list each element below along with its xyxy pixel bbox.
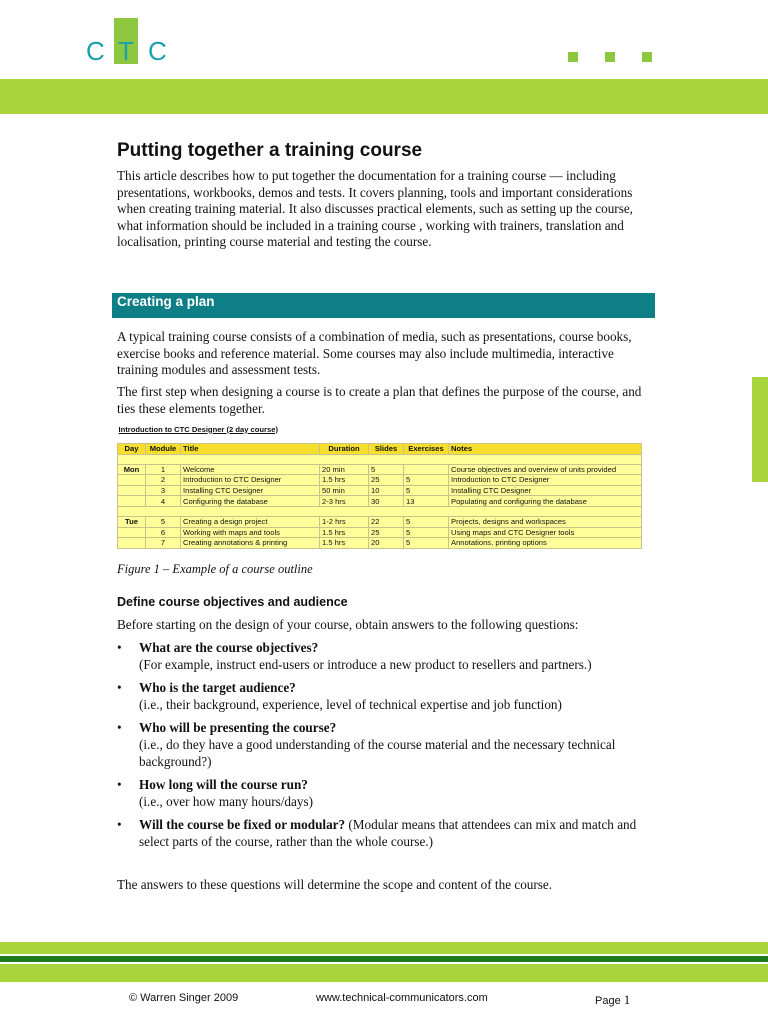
side-tab xyxy=(752,377,768,482)
section-heading: Creating a plan xyxy=(117,294,215,309)
table-cell: Installing CTC Designer xyxy=(181,485,320,496)
table-cell: Course objectives and overview of units provided xyxy=(449,464,642,475)
column-header: Notes xyxy=(449,444,642,455)
table-cell: 7 xyxy=(146,538,181,549)
table-cell: 5 xyxy=(146,516,181,527)
day-cell xyxy=(118,475,146,486)
table-cell: 50 min xyxy=(320,485,369,496)
column-header: Module xyxy=(146,444,181,455)
table-cell: 25 xyxy=(369,527,404,538)
table-cell: Annotations, printing options xyxy=(449,538,642,549)
question: Who is the target audience? xyxy=(139,680,296,696)
paragraph: The first step when designing a course is to create a plan that defines the purpose of the course, and ties these elements together. xyxy=(117,384,642,416)
list-item xyxy=(117,640,657,673)
subheading: Define course objectives and audience xyxy=(117,595,348,609)
day-cell: Mon xyxy=(118,464,146,475)
bullet: • xyxy=(117,640,122,655)
question-detail: (i.e., their background, experience, level of technical expertise and job function) xyxy=(139,696,562,712)
logo-letter-c1: C xyxy=(86,36,105,66)
column-header: Day xyxy=(118,444,146,455)
table-cell: 2 xyxy=(146,475,181,486)
footer-page xyxy=(595,992,630,1008)
table-cell: 1-2 hrs xyxy=(320,516,369,527)
footer-url[interactable]: www.technical-communicators.com xyxy=(316,992,488,1004)
ctc-logo xyxy=(82,18,182,68)
table-cell: 13 xyxy=(404,496,449,507)
table-caption: Introduction to CTC Designer (2 day course) xyxy=(118,423,642,435)
question: Will the course be fixed or modular? xyxy=(139,817,346,833)
page-number: 1 xyxy=(623,992,631,1007)
table-cell: 3 xyxy=(146,485,181,496)
question: What are the course objectives? xyxy=(139,640,319,655)
list-item xyxy=(117,720,657,770)
table-row xyxy=(118,475,642,486)
day-cell xyxy=(118,496,146,507)
table-cell: 5 xyxy=(404,485,449,496)
table-header-row xyxy=(118,444,642,455)
table-row xyxy=(118,464,642,475)
question-detail: (Modular means that attendees can mix and match and select parts of the course, rather than the whole course.) xyxy=(139,817,637,849)
table-spacer xyxy=(118,435,642,444)
paragraph: Before starting on the design of your course, obtain answers to the following questions: xyxy=(117,617,579,632)
table-cell: 22 xyxy=(369,516,404,527)
footer-stripe xyxy=(0,956,768,962)
day-cell xyxy=(118,485,146,496)
column-header: Slides xyxy=(369,444,404,455)
table-cell: Configuring the database xyxy=(181,496,320,507)
table-cell: 4 xyxy=(146,496,181,507)
intro-paragraph: This article describes how to put together the documentation for a training course — including presentations, workbooks, demos and tests. It covers planning, tools and important considerations when creating training material. It also discusses practical elements, such as setting up the course, what information should be included in a training course , working with trainers, translation and localisation, printing course material and testing the course. xyxy=(117,168,633,250)
table-row xyxy=(118,516,642,527)
table-cell: Projects, designs and workspaces xyxy=(449,516,642,527)
question-detail: (i.e., over how many hours/days) xyxy=(139,793,313,809)
column-header: Exercises xyxy=(404,444,449,455)
bullet: • xyxy=(117,777,122,793)
table-cell: 5 xyxy=(404,475,449,486)
table-cell: 5 xyxy=(404,538,449,549)
table-row xyxy=(118,527,642,538)
table-cell: Installing CTC Designer xyxy=(449,485,642,496)
footer-copyright: © Warren Singer 2009 xyxy=(129,992,239,1004)
list-item xyxy=(117,680,657,713)
question: How long will the course run? xyxy=(139,777,308,793)
table-cell: 10 xyxy=(369,485,404,496)
table-cell: Using maps and CTC Designer tools xyxy=(449,527,642,538)
footer-band xyxy=(0,942,768,954)
bullet: • xyxy=(117,720,122,736)
table-cell: 30 xyxy=(369,496,404,507)
day-cell xyxy=(118,538,146,549)
course-outline-table xyxy=(117,423,642,549)
day-cell: Tue xyxy=(118,516,146,527)
table-cell: 20 min xyxy=(320,464,369,475)
table-cell: 1 xyxy=(146,464,181,475)
table-cell: 6 xyxy=(146,527,181,538)
footer-band xyxy=(0,964,768,982)
table-cell: Introduction to CTC Designer xyxy=(449,475,642,486)
table-cell xyxy=(404,464,449,475)
table-cell: 1.5 hrs xyxy=(320,538,369,549)
column-header: Duration xyxy=(320,444,369,455)
table-cell: Introduction to CTC Designer xyxy=(181,475,320,486)
section-heading-bar xyxy=(112,293,655,318)
logo-letter-c2: C xyxy=(148,36,167,66)
header-band xyxy=(0,79,768,114)
table-cell: 5 xyxy=(404,516,449,527)
table-spacer xyxy=(118,454,642,464)
table-row xyxy=(118,485,642,496)
question-detail: (For example, instruct end-users or introduce a new product to resellers and partners.) xyxy=(139,656,592,672)
decor-square xyxy=(642,52,652,62)
logo-letter-t: T xyxy=(118,36,134,66)
table-spacer xyxy=(118,506,642,516)
table-cell: 5 xyxy=(404,527,449,538)
question-detail: (i.e., do they have a good understanding of the course material and the necessary technical background?) xyxy=(139,736,616,769)
list-item xyxy=(117,777,657,810)
table-cell: Creating annotations & printing xyxy=(181,538,320,549)
page-title: Putting together a training course xyxy=(117,140,423,161)
day-cell xyxy=(118,527,146,538)
table-cell: 1.5 hrs xyxy=(320,527,369,538)
column-header: Title xyxy=(181,444,320,455)
bullet: • xyxy=(117,817,122,833)
list-item xyxy=(117,817,657,850)
table-cell: Welcome xyxy=(181,464,320,475)
paragraph: The answers to these questions will determine the scope and content of the course. xyxy=(117,877,553,892)
table-cell: 25 xyxy=(369,475,404,486)
table-row xyxy=(118,538,642,549)
bullet: • xyxy=(117,680,122,696)
table-cell: Working with maps and tools xyxy=(181,527,320,538)
table-cell: Populating and configuring the database xyxy=(449,496,642,507)
table-cell: Creating a design project xyxy=(181,516,320,527)
figure-caption: Figure 1 – Example of a course outline xyxy=(117,562,313,576)
table-cell: 5 xyxy=(369,464,404,475)
table-cell: 1.5 hrs xyxy=(320,475,369,486)
decor-square xyxy=(568,52,578,62)
paragraph: A typical training course consists of a combination of media, such as presentations, course books, exercise books and reference material. Some courses may also include multimedia, interactive training modules and assessment tests. xyxy=(117,329,632,378)
page-label: Page xyxy=(595,995,621,1007)
table-cell: 2-3 hrs xyxy=(320,496,369,507)
decor-square xyxy=(605,52,615,62)
question: Who will be presenting the course? xyxy=(139,720,337,736)
table-cell: 20 xyxy=(369,538,404,549)
table-row xyxy=(118,496,642,507)
question-list xyxy=(117,640,657,858)
